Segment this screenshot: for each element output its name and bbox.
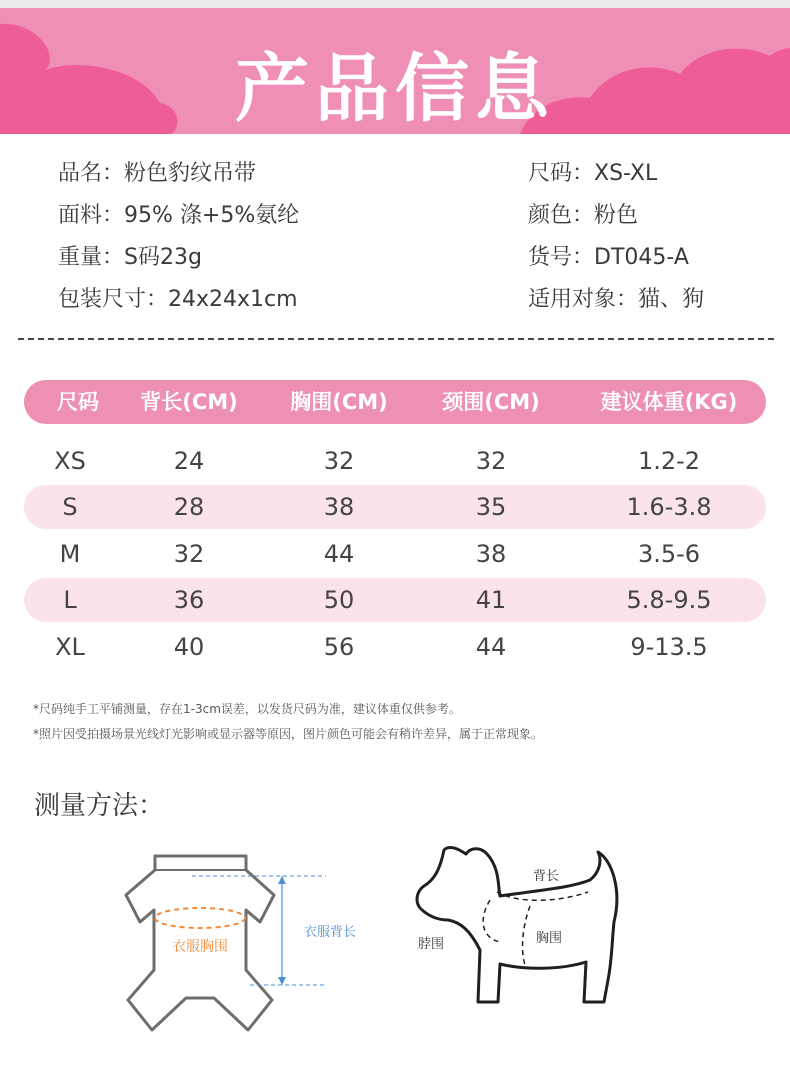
section-divider [18,338,774,340]
info-package-size: 包装尺寸：24x24x1cm [58,287,298,312]
dog-back-label: 背长 [533,869,560,884]
dog-outline [417,847,617,1002]
table-cell: L [63,586,77,614]
info-fabric: 面料：95% 涤+5%氨纶 [58,203,300,228]
table-cell: 1.6-3.8 [626,493,712,521]
note-color: *照片因受拍摄场景光线灯光影响或显示器等原因，图片颜色可能会有稍许差异，属于正常现象。 [33,727,544,741]
info-item-number: 货号：DT045-A [528,245,689,270]
table-cell: XS [54,447,86,475]
header-weight: 建议体重(KG) [600,390,738,414]
table-cell: 1.2-2 [637,447,701,475]
header-chest: 胸围(CM) [290,390,388,414]
arrow-down-icon [278,977,286,985]
table-cell: 44 [475,633,507,661]
info-size-range: 尺码：XS-XL [528,161,658,186]
table-cell: 38 [323,493,355,521]
banner [0,8,790,134]
dog-chest-line [523,906,530,968]
table-cell: 56 [323,633,355,661]
measure-title: 测量方法： [34,791,165,821]
measurement-diagram [0,830,790,1050]
table-cell: 38 [475,540,507,568]
note-measurement: *尺码纯手工平铺测量，存在1-3cm误差，以发货尺码为准，建议体重仅供参考。 [33,702,461,716]
table-cell: 36 [173,586,205,614]
dog-chest-label: 胸围 [536,931,563,946]
table-cell: S [62,493,78,521]
arrow-up-icon [278,876,286,884]
info-name: 品名：粉色豹纹吊带 [58,161,257,186]
table-cell: 41 [475,586,507,614]
table-cell: M [59,540,81,568]
garment-length-label: 衣服背长 [304,925,357,940]
table-cell: 40 [173,633,205,661]
banner-title: 产品信息 [235,46,555,132]
size-table-header [24,380,766,424]
table-cell: 24 [173,447,205,475]
table-cell: 32 [323,447,355,475]
table-cell: 32 [475,447,507,475]
table-cell: 32 [173,540,205,568]
info-color: 颜色：粉色 [528,203,639,228]
garment-chest-line [155,908,245,928]
table-cell: 28 [173,493,205,521]
table-cell: 9-13.5 [630,633,708,661]
header-size: 尺码 [57,390,99,414]
dog-neck-line [483,900,500,942]
dog-neck-label: 脖围 [418,937,445,952]
table-cell: 35 [475,493,507,521]
table-cell: XL [55,633,85,661]
table-cell: 44 [323,540,355,568]
info-weight: 重量：S码23g [58,245,202,270]
garment-chest-label: 衣服胸围 [172,939,228,955]
table-cell: 3.5-6 [637,540,701,568]
top-strip [0,0,790,8]
table-cell: 5.8-9.5 [626,586,712,614]
info-suitable-for: 适用对象：猫、狗 [528,287,705,312]
header-neck: 颈围(CM) [442,390,540,414]
header-back-length: 背长(CM) [140,390,238,414]
table-cell: 50 [323,586,355,614]
